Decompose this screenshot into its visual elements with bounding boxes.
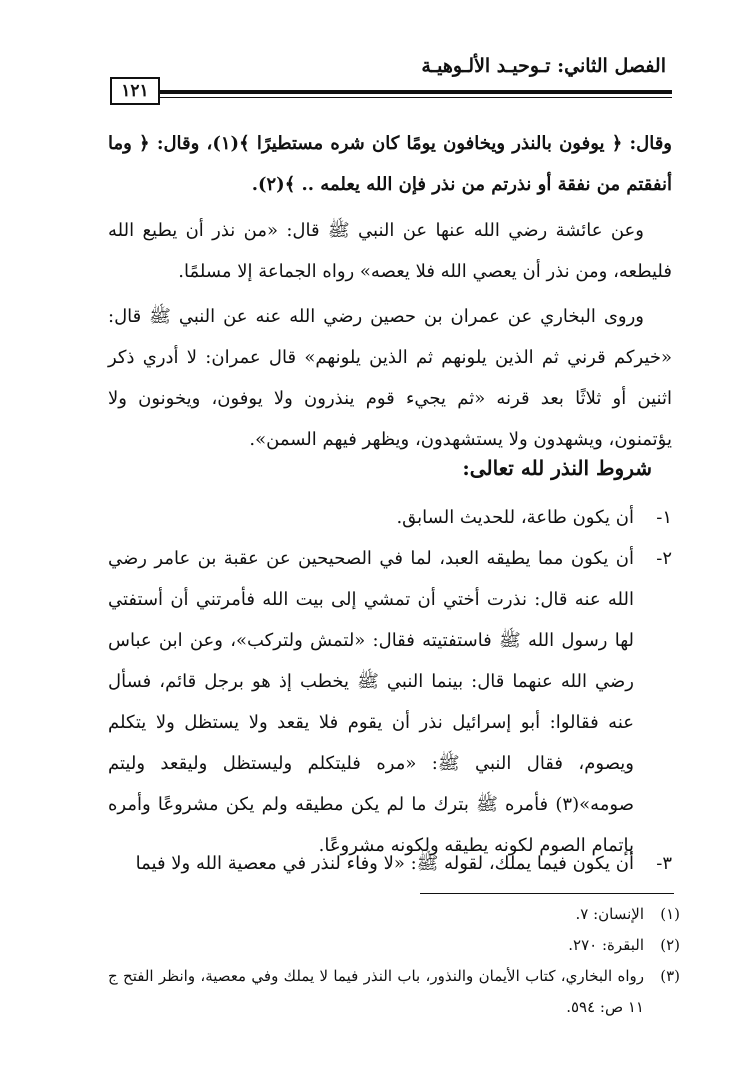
footnote — [108, 930, 680, 961]
footnote-text: البقرة: ٢٧٠. — [568, 936, 644, 954]
paragraph-aisha-hadith — [108, 210, 672, 292]
page-number: ١٢١ — [110, 77, 160, 105]
section-heading: شروط النذر لله تعالى: — [462, 456, 652, 480]
footnote — [108, 899, 680, 930]
footnote-number: (٢) — [660, 936, 680, 954]
condition-item — [108, 497, 672, 538]
condition-text: أن يكون فيما يملك، لقوله ﷺ: «لا وفاء لنذر في معصية الله ولا فيما — [135, 853, 634, 874]
footnote — [108, 961, 680, 1023]
header-rule-thick — [160, 90, 672, 94]
footnote-text: رواه البخاري، كتاب الأيمان والنذور، باب النذر فيما لا يملك وفي معصية، وانظر الفتح ج ١١ ص: ٥٩٤. — [108, 967, 644, 1016]
footnote-text: الإنسان: ٧. — [575, 905, 644, 923]
condition-item — [108, 538, 672, 866]
paragraph-text: وعن عائشة رضي الله عنها عن النبي ﷺ قال: «من نذر أن يطيع الله فليطعه، ومن نذر أن يعصي الله فلا يعصه» رواه الجماعة إلا مسلمًا. — [108, 220, 672, 282]
condition-number: ٢- — [656, 548, 672, 569]
paragraph-text: وروى البخاري عن عمران بن حصين رضي الله عنه عن النبي ﷺ قال: «خيركم قرني ثم الذين يلونهم ثم الذين يلونهم» قال عمران: لا أدري ذكر اثنين أو ثلاثًا بعد قرنه «ثم يجيء قوم ينذرون ولا يوفون، ويخونون ولا يؤتمنون، ويشهدون ولا يستشهدون، ويظهر فيهم السمن». — [108, 306, 672, 450]
paragraph-imran-hadith — [108, 296, 672, 460]
running-header-title: الفصل الثاني: تـوحيـد الألـوهيـة — [421, 55, 666, 77]
paragraph-quran-verses — [108, 123, 672, 205]
paragraph-text: وقال: ﴿ يوفون بالنذر ويخافون يومًا كان شره مستطيرًا ﴾(١)، وقال: ﴿ وما أنفقتم من نفقة أو نذرتم من نذر فإن الله يعلمه .. ﴾(٢). — [108, 133, 672, 195]
footnote-number: (٣) — [660, 967, 680, 985]
condition-number: ١- — [656, 507, 672, 528]
footnotes — [108, 899, 680, 1023]
condition-number: ٣- — [656, 853, 672, 874]
footnote-number: (١) — [660, 905, 680, 923]
condition-item — [108, 843, 672, 884]
condition-text: أن يكون مما يطيقه العبد، لما في الصحيحين عن عقبة بن عامر رضي الله عنه قال: نذرت أختي أن تمشي إلى بيت الله فأمرتني أن أستفتي لها رسول الله ﷺ فاستفتيته فقال: «لتمش ولتركب»، وعن ابن عباس رضي الله عنهما قال: بينما النبي ﷺ يخطب إذ هو برجل قائم، فسأل عنه فقالوا: أبو إسرائيل نذر أن يقوم فلا يقعد ولا يستظل ولا يتكلم ويصوم، فقال النبي ﷺ: «مره فليتكلم وليستظل وليقعد وليتم صومه»(٣) فأمره ﷺ بترك ما لم يكن مطيقه ولم يكن مشروعًا وأمره بإتمام الصوم لكونه يطيقه ولكونه مشروعًا. — [108, 548, 634, 856]
header-rule-thin — [160, 97, 672, 98]
condition-text: أن يكون طاعة، للحديث السابق. — [396, 507, 634, 528]
footnote-separator — [420, 893, 674, 894]
